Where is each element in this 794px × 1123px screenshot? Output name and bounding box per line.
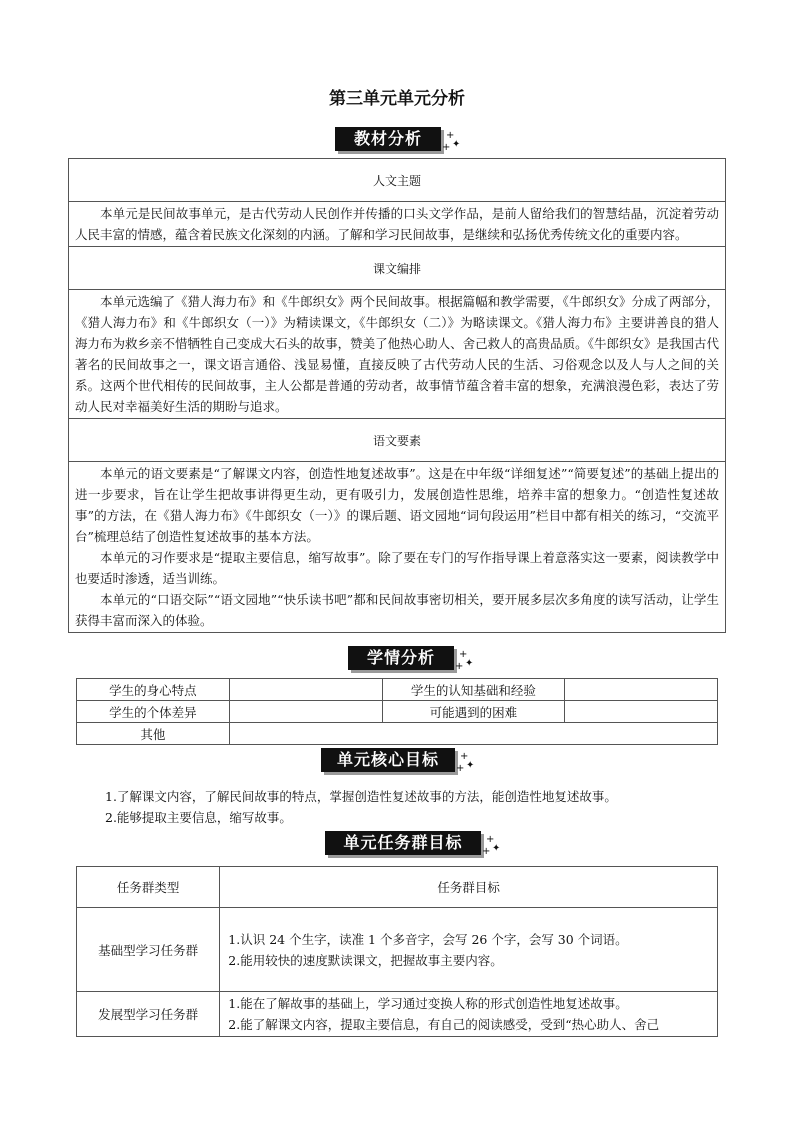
learner-cell-value [565, 679, 718, 701]
learner-cell-label: 学生的身心特点 [77, 679, 230, 701]
arrangement-body: 本单元选编了《猎人海力布》和《牛郎织女》两个民间故事。根据篇幅和教学需要，《牛郎织女》分成了两部分，《猎人海力布》和《牛郎织女（一）》为精读课文，《牛郎织女（二）》为略读课文。《猎人海力布》主要讲善良的猎人海力布为救乡亲不惜牺牲自己变成大石头的故事，赞美了他热心助人、舍己救人的高贵品质。《牛郎织女》是我国古代著名的民间故事之一，课文语言通俗、浅显易懂，直接反映了古代劳动人民的生活、习俗观念以及人与人之间的关系。这两个世代相传的民间故事，主人公都是普通的劳动者，故事情节蕴含着丰富的想象，充满浪漫色彩，表达了劳动人民对幸福美好生活的期盼与追求。 [69, 290, 726, 419]
task-header-type: 任务群类型 [77, 867, 220, 908]
section-banner-textbook: 教材分析 [335, 127, 441, 151]
task-type-development: 发展型学习任务群 [77, 992, 220, 1037]
learner-cell-label: 学生的认知基础和经验 [382, 679, 565, 701]
learner-cell-value [229, 679, 382, 701]
learner-cell-label: 学生的个体差异 [77, 701, 230, 723]
task-goal-development: 1.能在了解故事的基础上，学习通过变换人称的形式创造性地复述故事。 2.能了解课文内容，提取主要信息，有自己的阅读感受，受到“热心助人、舍己 [220, 992, 718, 1037]
elements-paragraph: 本单元的“口语交际”“语文园地”“快乐读书吧”都和民间故事密切相关，要开展多层次多角度的读写活动，让学生获得丰富而深入的体验。 [75, 592, 719, 628]
theme-heading: 人文主题 [69, 159, 726, 202]
elements-paragraph: 本单元的习作要求是“提取主要信息，缩写故事”。除了要在专门的写作指导课上着意落实这一要素，阅读教学中也要适时渗透，适当训练。 [75, 550, 719, 586]
section-banner-core-goals: 单元核心目标 [321, 748, 455, 772]
learner-cell-label: 可能遇到的困难 [382, 701, 565, 723]
core-goal-item: 1.了解课文内容，了解民间故事的特点，掌握创造性复述故事的方法，能创造性地复述故事。 [105, 789, 617, 804]
learner-cell-value [565, 701, 718, 723]
textbook-analysis-table [68, 158, 726, 633]
section-banner-task-goals: 单元任务群目标 [325, 831, 481, 855]
elements-body [69, 462, 726, 633]
arrangement-heading: 课文编排 [69, 247, 726, 290]
elements-heading: 语文要素 [69, 419, 726, 462]
learner-cell-label: 其他 [77, 723, 230, 745]
learner-analysis-table [76, 678, 718, 745]
task-group-table [76, 866, 718, 1037]
task-header-goal: 任务群目标 [220, 867, 718, 908]
section-banner-learner: 学情分析 [348, 646, 454, 670]
core-goal-item: 2.能够提取主要信息，缩写故事。 [105, 810, 292, 825]
task-type-basic: 基础型学习任务群 [77, 908, 220, 992]
core-goals-list [105, 786, 617, 828]
task-goal-basic: 1.认识 24 个生字，读准 1 个多音字，会写 26 个字，会写 30 个词语。 2.能用较快的速度默读课文，把握故事主要内容。 [220, 908, 718, 992]
elements-paragraph: 本单元的语文要素是“了解课文内容，创造性地复述故事”。这是在中年级“详细复述”“简要复述”的基础上提出的进一步要求，旨在让学生把故事讲得更生动，更有吸引力，发展创造性思维，培养丰富的想象力。“创造性复述故事”的方法，在《猎人海力布》《牛郎织女（一）》的课后题、语文园地“词句段运用”栏目中都有相关的练习，“交流平台”梳理总结了创造性复述故事的基本方法。 [75, 466, 719, 544]
learner-cell-value [229, 723, 717, 745]
learner-cell-value [229, 701, 382, 723]
page-title: 第三单元单元分析 [329, 89, 465, 109]
theme-body: 本单元是民间故事单元，是古代劳动人民创作并传播的口头文学作品，是前人留给我们的智慧结晶，沉淀着劳动人民丰富的情感，蕴含着民族文化深刻的内涵。了解和学习民间故事，是继续和弘扬优秀传统文化的重要内容。 [69, 202, 726, 247]
